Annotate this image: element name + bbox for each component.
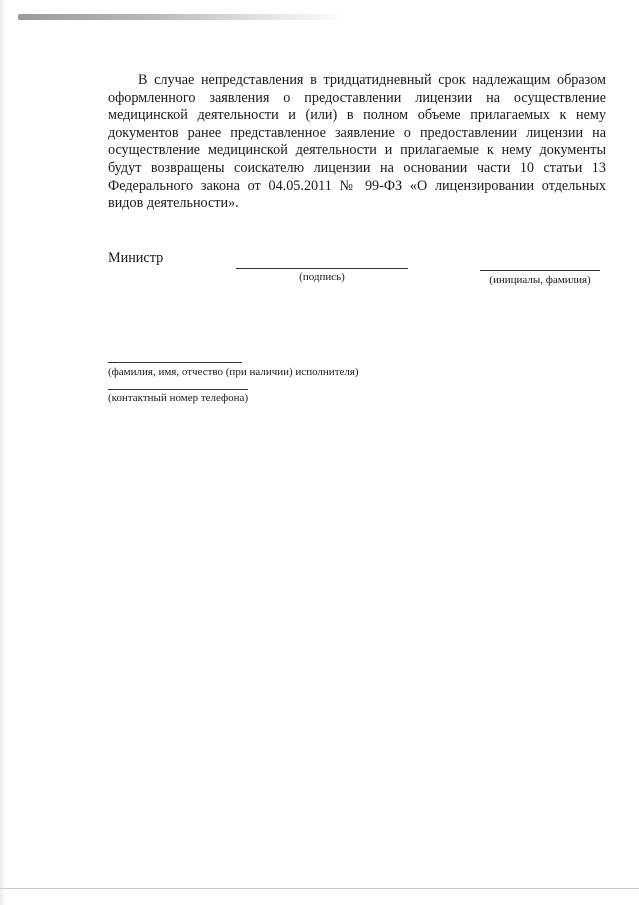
signature-caption: (подпись) bbox=[299, 271, 345, 283]
scan-left-edge bbox=[0, 0, 6, 905]
signature-line bbox=[236, 268, 408, 269]
signature-block bbox=[108, 250, 608, 290]
scan-top-smudge bbox=[18, 14, 348, 20]
notice-paragraph: В случае непредставления в тридцатидневный срок надлежащим образом оформленного заявления о предоставлении лицензии на осуществление медицинской деятельности и (или) в полном объеме прилагаемых к нему документов ранее представленное заявление о предоставлении лицензии на осуществление медицинской деятельности и прилагаемые к нему документы будут возвращены соискателю лицензии на основании части 10 статьи 13 Федерального закона от 04.05.2011 № 99-ФЗ «О лицензировании отдельных видов деятельности». bbox=[108, 72, 606, 212]
name-line bbox=[480, 270, 600, 271]
executor-phone-caption: (контактный номер телефона) bbox=[108, 392, 249, 404]
executor-phone-line bbox=[108, 389, 248, 390]
name-caption: (инициалы, фамилия) bbox=[489, 274, 591, 286]
position-label: Министр bbox=[108, 250, 164, 266]
executor-name-caption: (фамилия, имя, отчество (при наличии) исполнителя) bbox=[108, 366, 359, 378]
executor-name-line bbox=[108, 362, 242, 363]
scan-bottom-edge bbox=[0, 888, 639, 889]
